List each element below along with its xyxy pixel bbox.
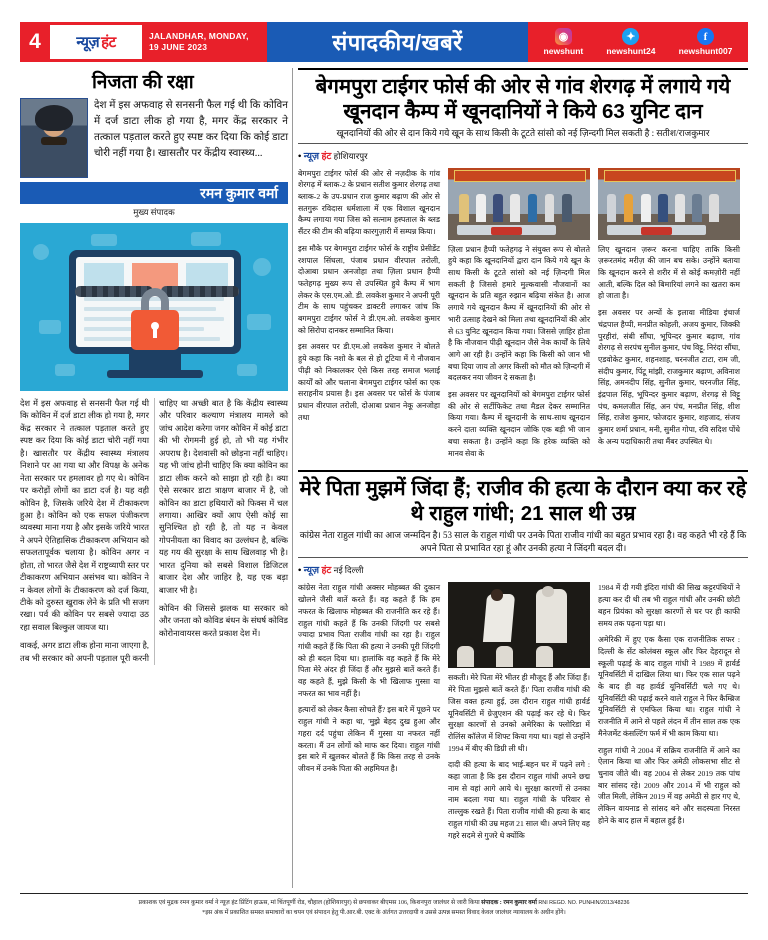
byline-brand-part1: न्यूज़: [303, 151, 320, 162]
instagram-handle: newshunt: [543, 46, 584, 56]
rahul-gandhi-archival-photo: [448, 582, 590, 668]
article2-col3: [598, 582, 740, 846]
article1-paragraph: ज़िला प्रधान हैप्पी फतेहगढ़ ने संयुक्त रूप से बोलते हुये कहा कि खूनदानियों द्वारा दान किये गये खून के साथ किसी के टूटते सांसो को नई ज़िन्दगी मिल सकती है जिससे हमारे मुल्कवासी नौजवानों का खूनदान के प्रति बहुत रुझान बढ़िया संकेत है। आज लगाये गये खूनदान कैम्प में खूनदानियों की ओर से भारी उत्साह देखने को मिला तथा खूनदानियों की ओर से 63 युनिट खूनदान किया गया। जिससे ज़ाहिर होता है कि नौजवान पीढ़ी खूनदान जैसे नेक कार्यों के लिये आगे आ रही है। उन्होंने कहा कि किसी को जान भी बचा दिया जाय तो अगर किसी को मौत को ज़िन्दगी में बदलकर नया जीवन दे सकता है।: [448, 244, 590, 383]
footer-rule: [20, 893, 748, 894]
article1-headline[interactable]: बेगमपुरा टाईगर फोर्स की ओर से गांव शेरगढ़ में लगाये गये खूनदान कैम्प में खूनदानियों ने किये 63 युनिट दान: [315, 75, 731, 123]
editorial-lede: देश में इस अफवाह से सनसनी फैल गई थी कि कोविन में दर्ज डाटा लीक हो गया है, मगर केंद्र सरकार ने तत्काल पड़ताल करते हुए स्पष्ट कर दिया कि कोई डाटा चोरी नहीं गया है। खासतौर पर केंद्रीय स्वास्थ्य...: [94, 100, 288, 159]
newspaper-logo[interactable]: [50, 22, 142, 62]
article1-paragraph: इस मौके पर बेगमपुरा टाईगर फोर्स के राष्ट्रीय प्रेसीडेंट रशपाल सिंघला, पंजाब प्रधान वीरपाल तरोली, दोआबा प्रधान अनजोहा तथा ज़िला प्रधान हैप्पी फतेहगढ़ मुख्य रूप से उपस्थित हुये कैम्प में भाग लेकर के एस.एम.ओ. डी. लवकेश कुमार ने अपनी पूरी टीम के साथ पहुंचकर डाक्टरी लगाकर जांच कि बगमपुरा टाईगर फोर्स ने डी.एम.ओ. लवकेश कुमार को सिरोपा दानकर सम्मानित किया।: [298, 243, 441, 335]
byline-bullet-icon: •: [298, 566, 302, 577]
edition-date: [142, 22, 267, 62]
logo-text-part1: न्यूज़: [76, 34, 100, 51]
editorial-paragraph: देश में इस अफवाह से सनसनी फैल गई थी कि कोविन में दर्ज डाटा लीक हो गया है, मगर केंद्र सरकार ने तत्काल पड़ताल करते हुए स्पष्ट कर दिया कि कोई डाटा चोरी नहीं गया है। खासतौर पर केंद्रीय स्वास्थ्य मंत्रालय निशाने पर आ गया था और विपक्ष के अनेक नेता सरकार पर हमलावर हो गए थे। कोविन पर करोड़ों लोगों का डाटा दर्ज है। यह वही कोविन है, जिसके जरिये देश में टीकाकरण हुआ है। कोविन को एक सफल पंजीकरण व्यवस्था माना गया है और इसके जरिये भारत ने अपने ऐतिहासिक टीकाकरण अभियान को सफलतापूर्वक चलाया है। कोविन अगर न होता, तो भारत जैसे देश में राष्ट्रव्यापी स्तर पर टीकाकरण अभियान असंभव था। कोविन ने न केवल लोगों के टीकाकरण को दर्ज किया, टीके को दुरुस्त खुराक लेने के प्रति भी सजग रखा। पर्व की कोविन पर सबसे ज्यादा उठ रहा सवाल बिल्कुल जायज था।: [20, 399, 149, 632]
article2-headline[interactable]: मेरे पिता मुझमें जिंदा हैं; राजीव की हत्या के दौरान क्या कर रहे थे राहुल गांधी; 21 साल थी उम्र: [299, 477, 747, 526]
article1-col1: [298, 168, 440, 465]
article1-paragraph: बेगमपुरा टाईगर फोर्स की ओर से नज़दीक के गांव शेरगढ़ में ब्लाक-2 के प्रधान सतीश कुमार शेरगढ़ तथा ब्लाक-2 के उप-प्रधान राज कुमार बढ़ाण की ओर से सतगुरू रविदास धर्मशाला में एक विशाल खूनदान कैम्प लगाया गया जिस को सत्नाम हस्पताल के ब्लड सैंटर की टीम की बढ़िया कारगुज़ारी में सम्पन्न किया।: [298, 168, 440, 237]
byline-bullet-icon: •: [298, 151, 302, 162]
article1-col2: [448, 168, 590, 465]
article-blood-donation: [298, 68, 748, 464]
editorial-header-block: [20, 98, 288, 178]
editor-portrait-photo: [20, 98, 88, 178]
social-facebook[interactable]: [679, 28, 733, 56]
editor-name-bar: [20, 182, 288, 204]
byline-brand-part2: हंट: [321, 151, 332, 162]
article1-paragraph: इस अवसर पर खूनदानियों को बेगमपुरा टाईगर फोर्स की ओर से सर्टीफिकेट तथा मैडल देकर सम्मानित किया गया। कैम्प में खूनदानी के साथ-साथ खूनदान करने दाता व्यक्ति खूनदान जोकि एक बड़ी भी जान बचा सकता है। उन्होंने कहा कि हरेक व्यक्ति को मानव सेवा के: [448, 390, 590, 458]
byline-brand-part2: हंट: [321, 566, 332, 577]
social-twitter[interactable]: [606, 28, 655, 56]
article2-paragraph: राहुल गांधी ने 2004 में सक्रिय राजनीति में आने का ऐलान किया था और फिर अमेठी लोकसभा सीट से चुनाव जीते थी। वह 2004 से लेकर 2019 तक पांच बार सांसद रहे। 2009 और 2014 में भी राहुल को जीत मिली, लेकिन 2019 में वह अमेठी से हार गए थे, लेकिन वायनाड से सांसद बने और सदस्यता निरस्त होने के बाद हाल में बहाल हुई है।: [598, 745, 740, 825]
article1-byline: [298, 149, 748, 162]
headline-rule-mid: [298, 470, 748, 472]
footer-line-1: [20, 898, 748, 908]
editorial-column: [20, 68, 288, 888]
editor-name: रमन कुमार वर्मा: [200, 184, 278, 201]
article1-subhead: खूनदानियों की ओर से दान किये गये खून के साथ किसी के टूटते सांसो को नई ज़िन्दगी मिल सकती है : सतीश/राजकुमार: [298, 127, 748, 144]
news-column: [298, 68, 748, 888]
headline-rule-top: [298, 68, 748, 70]
page-body: [20, 68, 748, 888]
logo-text-part2: हंट: [101, 34, 116, 51]
instagram-icon: ◉: [555, 28, 572, 45]
footer-line-2: *इस अंक में प्रकाशित समस्त समाचारों का चयन एवं संपादन हेतु पी.आर.बी. एक्ट के अंर्तगत उत्तरदायी व उससे उत्पन्न समस्त विवाद केवल जालंधर न्यायालय के अधीन होंगे।: [202, 910, 566, 917]
article2-subhead: कांग्रेस नेता राहुल गांधी का आज जन्मदिन है। 53 साल के राहुल गांधी पर उनके पिता राजीव गांधी का बहुत प्रभाव रहा है। वह कहते भी रहे हैं कि अपने पिता से प्रभावित रहा हूं और उनकी हत्या ने जिंदगी बदल दी।: [298, 529, 748, 558]
footer-rni-number: RNI REGD. NO. PUNHIN/2013/48236: [536, 900, 630, 906]
article1-paragraph: इस अवसर पर अन्यों के इलावा मीडिया इंचार्ज चंद्रपाल हैप्पी, मनप्रीत कोहली, अजय कुमार, जिक्की पुरहीरां, संबी सौंघा, भूपिन्दर कुमार बढ़ाण, गांव शेरगढ़ से सरपंच सुनील कुमार, पंच विट्टू, निरंदा सौंघा, एडवोकेट कुमार, शहनशाह, चरनजीत टाटा, राम जी, संदीप कुमार, पिंटू मांझी, राजकुमार बढ़ाण, अविनाश सिंह, अमनदीप सिंह, सुनील कुमार, चरनजीत सिंह, इंद्रपाल सिंह, भूपिन्दर कुमार बढ़ाण, शेरगढ़ से विट्टू पंच, कमलजीत सिंह, अन पंच, मनप्रीत सिंह, शीश सिंह, राजेश कुमार, फोजदार कुमार, शहजाद, संजय कुमार शर्मा प्रधान, मनी, सुमीत गोपा, रवि सदिश पोंधे के अन्य पदाधिकारी तथा मैंबर उपस्थित थे।: [598, 308, 740, 446]
article2-paragraph: कांग्रेस नेता राहुल गांधी अक्सर मोहब्बत की दुकान खोलने जैसी बातें करते हैं। वह कहते हैं कि हम नफरत के खिलाफ मोहब्बत की राजनीति कर रहे हैं। राहुल गांधी कहते हैं कि उनकी जिंदगी पर सबसे ज्यादा प्रभाव पिता राजीव गांधी का रहा है। राहुल गांधी कहते हैं कि पिता की हत्या ने उनकी पूरी जिंदगी को ही बदल दिया था। हालांकि वह कहते हैं कि मेरे पिता मेरे अंदर ही जिंदा हैं और मुझसे बातें करते हैं। वह कहते हैं, मुझे किसी के भी खिलाफ गुस्सा या नफरत का भाव नहीं है।: [298, 583, 440, 698]
footer-editor-label: संपादक : रमन कुमार वर्मा: [481, 900, 537, 906]
edition-city-day: JALANDHAR, MONDAY,: [149, 30, 249, 41]
article2-col1: [298, 582, 440, 846]
byline-brand-part1: न्यूज़: [303, 566, 320, 577]
social-instagram[interactable]: [544, 28, 584, 56]
editorial-paragraph: कोविन की जिससे झलक था सरकार को और जनता को कोविड बंधन के संघर्ष कोविड कोरोनावायरस करते प्रकाश देश में।: [159, 604, 288, 638]
article2-paragraph: सकती। मेरे पिता मेरे भीतर ही मौजूद हैं और जिंदा हैं। मेरे पिता मुझसे बातें करते हैं।' पिता राजीव गांधी की जिस वक्त हत्या हुई, उस दौरान राहुल गांधी हार्वर्ड यूनिवर्सिटी में ग्रेजुएशन की पढ़ाई कर रहे थे। फिर सुरक्षा कारणों से उनको अमेरिका के फ्लोरिडा में रोलिंस कॉलेज में शिफ्ट किया गया था। यहां से उन्होंने 1994 में बीए की डिग्री ली थी।: [448, 673, 590, 753]
page-number: 4: [20, 22, 50, 62]
article1-columns: [298, 168, 748, 465]
data-security-illustration: [20, 223, 288, 391]
facebook-handle: newshunt007: [678, 46, 733, 56]
masthead: [20, 22, 748, 62]
article-rahul-gandhi: [298, 470, 748, 846]
article2-paragraph: 1984 में दी गयी इंदिरा गांधी की सिख कट्टरपंथियों ने हत्या कर दी थी तब भी राहुल गांधी और उनकी छोटी बहन प्रियंका को सुरक्षा कारणों से घर पर ही काफी समय तक पढ़ना पड़ा था।: [598, 583, 740, 628]
blood-donation-camp-photo-2: [598, 168, 740, 240]
twitter-handle: newshunt24: [606, 46, 656, 56]
editorial-paragraph: वाकई, अगर डाटा लीक होना माना जाएगा है, तब भी सरकार को अपनी पड़ताल पूरी करनी चाहिए था अच्छी बात है कि केंद्रीय स्वास्थ्य और परिवार कल्याण मंत्रालय मामले को जांच आदेश करेगा जगर कोविन में कोई डाटा की भी रोगमनी हुई हो, तो भी यह गंभीर अपराध है। देशवासी को छोड़ना नहीं चाहिए। यह भी जांच होनी चाहिए कि क्या कोविन का डाटा लीक करने को साझा हो रही है। क्या ऐसे सरकार डाटा त्राक्षण बाजार में है, जो कोविन का डाटा हथियारों को फिक्स में चल लगाया। आखिर क्यों आप ऐसी कोई सा सुनिश्चित हो रही है, तो यह न केवल गोपनीयता का विवाद का उल्लंघन है, बल्कि यह गय की सुरक्षा के साथ खिलवाड़ भी है। भारत दुनिया को सबसे विशाल डिजिटल बाजार देश और जाहिर है, यह एक बड़ा बाजार भी है।: [20, 399, 288, 663]
article1-col3: [598, 168, 740, 465]
article2-columns: [298, 582, 748, 846]
article2-paragraph: हत्यारों को लेकर कैसा सोचते हैं? इस बारे में पूछने पर राहुल गांधी ने कहा था, 'मुझे बेहद दुख हुआ और गहरा दर्द पहुंचा लेकिन मैं गुस्सा या नफरत नहीं करता। मैं उन लोगों को माफ कर दिया। राहुल गांधी इस बारे में खुलकर बोलते हैं कि किस तरह से उनके जीवन में उनके पिता की अहमियत है।: [298, 705, 440, 773]
blood-donation-camp-photo-1: [448, 168, 590, 240]
footer-publisher-text: प्रकाशक एवं मुद्रक रमन कुमार वर्मा ने न्यूज़ हंट प्रिंटिंग हाऊस, मां चिंतपूर्णी रोड, चौहाल (होशियारपुर) से छपवाकर बीएमस 106, किशनपुरा जालंधर से जारी किया: [138, 900, 482, 906]
editorial-title: निजता की रक्षा: [92, 72, 194, 93]
editor-role: मुख्य संपादक: [133, 207, 175, 217]
article2-paragraph: दादी की हत्या के बाद भाई-बहन घर में पढ़ने लगे : कहा जाता है कि इस दौरान राहुल गांधी अपने छद्म नाम से वहां आगे आये थे। सुरक्षा कारणों से उनका नाम बदला गया था। राहुल गांधी के परिवार से ताल्लुक रखते हैं। पिता राजीव गांधी की हत्या के बाद राहुल गांधी की उम्र महज 21 साल थी। अपने लिए वह गहरे सदमे से गुजरे थे क्योंकि: [448, 760, 590, 840]
article2-paragraph: अमेरिकी में हुए एक कैसा एक राजनीतिक सफर : दिल्ली के सेंट कोलंबस स्कूल और फिर देहरादून से स्कूली पढ़ाई के बाद राहुल गांधी ने 1989 में हार्वर्ड यूनिवर्सिटी में दाखिल लिया था। फिर एक साल पढ़ने के बाद ही वह हार्वर्ड यूनिवर्सिटी चले गए थे। यूनिवर्सिटी की पढ़ाई करने वाले राहुल ने फिर कैम्ब्रिज यूनिवर्सिटी से एमफिल किया था। राहुल गांधी ने राजनीति में आने से पहले लंदन में तीन साल तक एक मैनेजमेंट कंसल्टिंग फर्म में भी काम किया था।: [598, 635, 740, 738]
editorial-body: [20, 398, 288, 665]
section-title: संपादकीय/खबरें: [267, 22, 528, 62]
column-divider: [292, 68, 293, 888]
article1-paragraph: लिए खूनदान ज़रूर करना चाहिए ताकि किसी ज़रूरतमंद मरीज़ की जान बच सके। उन्होंने बताया कि खूनदान करने से शरीर में से कोई कमज़ोरी नहीं आती, बल्कि दिल को बिमारियां लगने का खतरा कम हो जाता है।: [598, 244, 740, 301]
article1-paragraph: इस अवसर पर डी.एम.ओ लवकेश कुमार ने बोलते हुये कहा कि नशो के बल से हो टूटिया में गे नौजवान पीढ़ी को निकालकर ऐसे किस तरह समाज भलाई कार्यों को और चलाना बेगमपुरा टाईगर फोर्स का एक सराहनीय प्रयास है। इस अवसर पर फोर्स के पंजाब प्रधान वीरपाल तरोली, दोआबा प्रधान नेकू अनजोहा तथा: [298, 342, 440, 422]
byline-place: नई दिल्ली: [333, 565, 364, 576]
twitter-icon: ✦: [622, 28, 639, 45]
article2-byline: [298, 563, 748, 576]
footer-imprint: [20, 898, 748, 918]
article2-col2: [448, 582, 590, 846]
byline-place: होशियारपुर: [333, 150, 368, 161]
facebook-icon: f: [697, 28, 714, 45]
edition-date-value: 19 JUNE 2023: [149, 42, 208, 52]
social-handles: [528, 22, 748, 62]
